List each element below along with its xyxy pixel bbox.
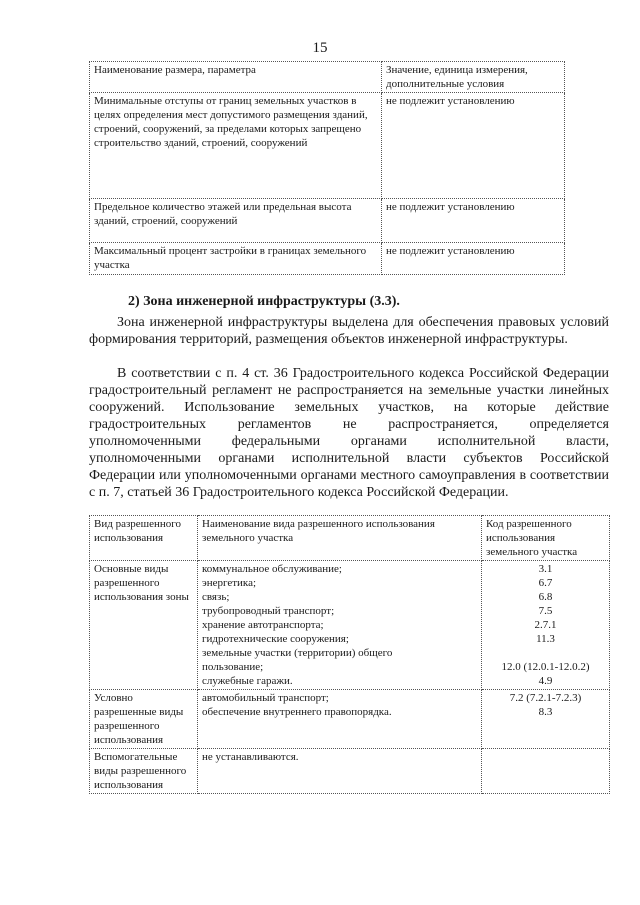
header-cell: Значение, единица измерения, дополнительные условия: [382, 62, 565, 93]
use-code: 12.0 (12.0.1-12.0.2): [501, 661, 590, 673]
empty-code: [486, 646, 605, 660]
use-name: коммунальное обслуживание;: [202, 563, 342, 575]
use-names: [198, 561, 482, 690]
use-names: не устанавливаются.: [198, 749, 482, 794]
header-cell: Вид разрешенного использования: [90, 516, 198, 561]
param-value: не подлежит установлению: [382, 93, 565, 199]
param-name: Минимальные отступы от границ земельных участков в целях определения мест допустимого размещения зданий, строений, сооружений, за пределами которых запрещено строительство зданий, строений, сооружений: [90, 93, 382, 199]
use-codes: [482, 561, 610, 690]
param-name: Максимальный процент застройки в границах земельного участка: [90, 243, 382, 275]
use-code: 7.2 (7.2.1-7.2.3): [509, 692, 582, 704]
paragraph-regulation: [89, 365, 609, 501]
use-code: 7.5: [538, 605, 553, 617]
use-name: автомобильный транспорт;: [202, 692, 329, 704]
use-name: пользование;: [202, 661, 264, 673]
table-row: [90, 93, 565, 199]
use-code: 8.3: [538, 706, 553, 718]
table-row-conditional-uses: [90, 690, 610, 749]
use-codes: [482, 749, 610, 794]
page-number: 15: [312, 40, 328, 56]
table-row: [90, 199, 565, 243]
use-name: земельные участки (территории) общего: [202, 647, 393, 659]
use-code: 6.8: [538, 591, 553, 603]
category-label: Условно разрешенные виды разрешенного использования: [90, 690, 198, 749]
category-label: Вспомогательные виды разрешенного использования: [90, 749, 198, 794]
use-names: [198, 690, 482, 749]
table-row-auxiliary-uses: [90, 749, 610, 794]
use-code: 2.7.1: [534, 619, 557, 631]
param-value: не подлежит установлению: [382, 199, 565, 243]
use-name: связь;: [202, 591, 230, 603]
use-code: 3.1: [538, 563, 553, 575]
use-code: 11.3: [536, 633, 555, 645]
param-name: Предельное количество этажей или предельная высота зданий, строений, сооружений: [90, 199, 382, 243]
use-codes: [482, 690, 610, 749]
param-value: не подлежит установлению: [382, 243, 565, 275]
section-heading: 2) Зона инженерной инфраструктуры (3.3).: [128, 294, 400, 309]
use-name: обеспечение внутреннего правопорядка.: [202, 706, 392, 718]
use-name: трубопроводный транспорт;: [202, 605, 335, 617]
use-name: хранение автотранспорта;: [202, 619, 324, 631]
use-name: гидротехнические сооружения;: [202, 633, 349, 645]
use-name: служебные гаражи.: [202, 675, 293, 687]
header-cell: Наименование размера, параметра: [90, 62, 382, 93]
category-label: Основные виды разрешенного использования зоны: [90, 561, 198, 690]
table-row: [90, 243, 565, 275]
paragraph-purpose: [89, 314, 609, 348]
header-cell: Код разрешенного использования земельного участка: [482, 516, 610, 561]
table-header-row: [90, 62, 565, 93]
paragraph-text: Зона инженерной инфраструктуры выделена для обеспечения правовых условий формирования территорий, размещения объектов инженерной инфраструктуры.: [89, 315, 609, 347]
parameters-table: [89, 61, 565, 275]
use-name: энергетика;: [202, 577, 257, 589]
header-cell: Наименование вида разрешенного использования земельного участка: [198, 516, 482, 561]
use-code: 4.9: [538, 675, 553, 687]
use-code: 6.7: [538, 577, 553, 589]
table-header-row: [90, 516, 610, 561]
paragraph-text: В соответствии с п. 4 ст. 36 Градостроительного кодекса Российской Федерации градостроительный регламент не распространяется на земельные участки линейных сооружений. Использование земельных участков, на которые действие градостроительных регламентов не распространяется, определяется уполномоченными федеральными органами исполнительной власти, уполномоченными органами исполнительной власти субъектов Российской Федерации или уполномоченными органами местного самоуправления в соответствии с п. 7, статьей 36 Градостроительного кодекса Российской Федерации.: [89, 366, 609, 500]
table-row-main-uses: [90, 561, 610, 690]
permitted-uses-table: [89, 515, 610, 794]
